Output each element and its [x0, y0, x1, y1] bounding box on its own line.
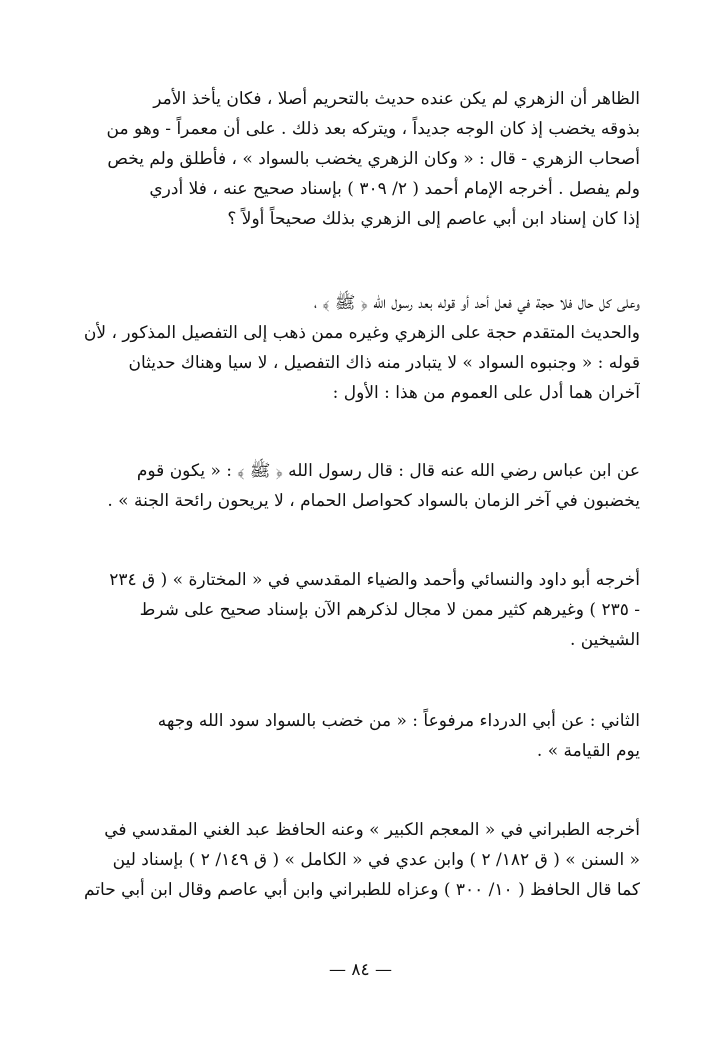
- text-line: والحديث المتقدم حجة على الزهري وغيره ممن ذهب إلى التفصيل المذكور ، لأن: [83, 323, 640, 343]
- text-line: إذا كان إسناد ابن أبي عاصم إلى الزهري بذلك صحيحاً أولاً ؟: [227, 209, 640, 229]
- paragraph-2: [80, 288, 640, 408]
- paragraph-4: [80, 565, 640, 655]
- paragraph-6: [80, 815, 640, 905]
- text-line: أخرجه أبو داود والنسائي وأحمد والضياء المقدسي في « المختارة » ( ق ٢٣٤: [109, 570, 640, 590]
- text-line: وعلى كل حال فلا حجة في فعل أحد أو قوله بعد رسول الله ﴿ ﷺ ﴾ ،: [313, 293, 640, 313]
- text-line: الشيخين .: [569, 630, 640, 650]
- text-line: أصحاب الزهري - قال : « وكان الزهري يخضب بالسواد » ، فأطلق ولم يخص: [107, 149, 640, 169]
- page-number: — ٨٤ —: [328, 960, 393, 980]
- text-line: - ٢٣٥ ) وغيرهم كثير ممن لا مجال لذكرهم الآن بإسناد صحيح على شرط: [139, 600, 640, 620]
- text-line: الثاني : عن أبي الدرداء مرفوعاً : « من خضب بالسواد سود الله وجهه: [157, 711, 640, 731]
- text-line: آخران هما أدل على العموم من هذا : الأول :: [332, 383, 640, 403]
- text-line: ولم يفصل . أخرجه الإمام أحمد ( ٢/ ٣٠٩ ) بإسناد صحيح عنه ، فلا أدري: [149, 179, 640, 199]
- text-line: عن ابن عباس رضي الله عنه قال : قال رسول الله ﴿ ﷺ ﴾ : « يكون قوم: [136, 461, 640, 481]
- text-line: يخضبون في آخر الزمان بالسواد كحواصل الحمام ، لا يريحون رائحة الجنة » .: [107, 491, 640, 511]
- text-line: « السنن » ( ق ١٨٢/ ٢ ) وابن عدي في « الكامل » ( ق ١٤٩/ ٢ ) بإسناد لين: [112, 850, 640, 870]
- text-line: بذوقه يخضب إذ كان الوجه جديداً ، ويتركه بعد ذلك . على أن معمراً - وهو من: [106, 119, 640, 139]
- text-line: قوله : « وجنبوه السواد » لا يتبادر منه ذاك التفصيل ، لا سيا وهناك حديثان: [128, 353, 640, 373]
- text-line: يوم القيامة » .: [536, 741, 640, 761]
- paragraph-1: [80, 84, 640, 234]
- paragraph-3: [80, 456, 640, 516]
- text-line: أخرجه الطبراني في « المعجم الكبير » وعنه الحافظ عبد الغني المقدسي في: [104, 820, 640, 840]
- text-line: الظاهر أن الزهري لم يكن عنده حديث بالتحريم أصلا ، فكان يأخذ الأمر: [153, 89, 640, 109]
- text-line: كما قال الحافظ ( ١٠/ ٣٠٠ ) وعزاه للطبراني وابن أبي عاصم وقال ابن أبي حاتم: [84, 880, 640, 900]
- paragraph-5: [80, 706, 640, 766]
